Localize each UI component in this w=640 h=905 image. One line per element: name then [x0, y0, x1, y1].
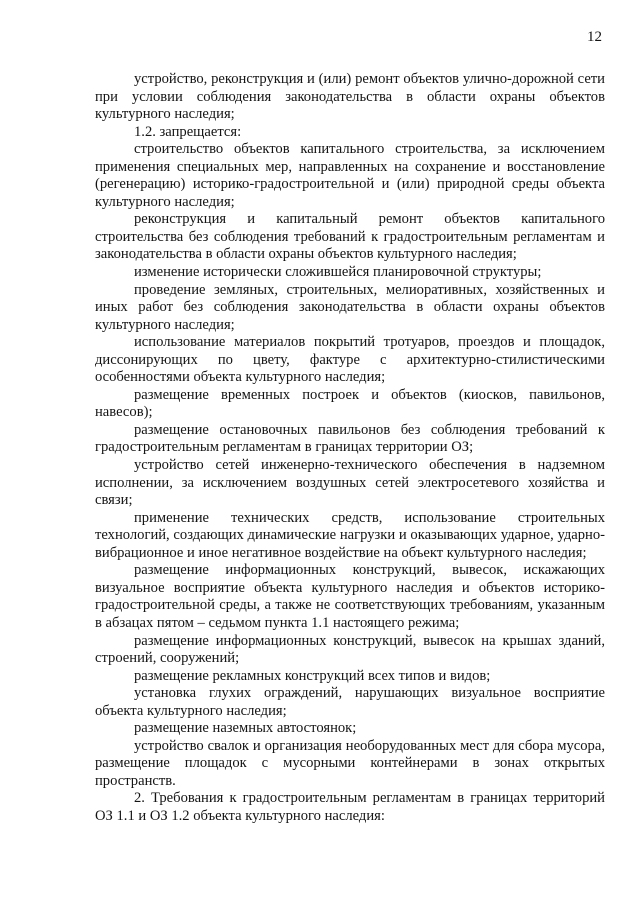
paragraph-advertising: размещение рекламных конструкций всех типов и видов;	[134, 667, 491, 684]
paragraph-section-1-2-heading: 1.2. запрещается:	[134, 123, 242, 140]
paragraph-utility-networks: устройство сетей инженерно-технического обеспечения в надземном исполнении, за исключением воздушных сетей электросетевого хозяйства и связи;	[95, 457, 605, 509]
paragraph-planning-structure: изменение исторически сложившейся планировочной структуры;	[134, 264, 542, 281]
paragraph-temporary-buildings: размещение временных построек и объектов (киосков, павильонов, навесов);	[95, 386, 605, 421]
paragraph-section-2-heading: 2. Требования к градостроительным регламентам в границах территорий ОЗ 1.1 и ОЗ 1.2 объекта культурного наследия:	[95, 790, 605, 824]
paragraph-parking: размещение наземных автостоянок;	[134, 720, 357, 737]
paragraph-earthworks: проведение земляных, строительных, мелиоративных, хозяйственных и иных работ без соблюдения законодательства в области охраны объектов культурного наследия;	[95, 281, 605, 333]
paragraph-waste-dumps: устройство свалок и организация необорудованных мест для сбора мусора, размещение площадок с мусорными контейнерами в зонах открытых пространств.	[95, 737, 605, 789]
page-number: 12	[587, 29, 602, 45]
paragraph-solid-fences: установка глухих ограждений, нарушающих визуальное восприятие объекта культурного наследия;	[95, 685, 605, 719]
paragraph-reconstruction: реконструкция и капитальный ремонт объектов капитального строительства без соблюдения требований к градостроительным регламентам и законодательства в области охраны объектов культурного наследия;	[95, 211, 605, 263]
paragraph-capital-construction: строительство объектов капитального строительства, за исключением применения специальных мер, направленных на сохранение и восстановление (регенерацию) историко-градостроительной и (или) природной среды объекта культурного наследия;	[95, 141, 605, 210]
paragraph-technical-means: применение технических средств, использование строительных технологий, создающих динамические нагрузки и оказывающих ударное, ударно-вибрационное и иное негативное воздействие на объект культурного наследия;	[95, 509, 605, 561]
paragraph-bus-stops: размещение остановочных павильонов без соблюдения требований к градостроительным регламентам в границах территории ОЗ;	[95, 421, 605, 456]
paragraph-road-repair: устройство, реконструкция и (или) ремонт объектов улично-дорожной сети при условии соблюдения законодательства в области охраны объектов культурного наследия;	[95, 71, 605, 123]
paragraph-paving-materials: использование материалов покрытий тротуаров, проездов и площадок, диссонирующих по цвету, фактуре с архитектурно-стилистическими особенностями объекта культурного наследия;	[95, 334, 605, 386]
paragraph-rooftop-signs: размещение информационных конструкций, вывесок на крышах зданий, строений, сооружений;	[95, 632, 605, 667]
document-body	[95, 71, 605, 826]
paragraph-information-structures: размещение информационных конструкций, вывесок, искажающих визуальное восприятие объекта культурного наследия и объектов историко-градостроительной среды, а также не соответствующих требованиям, указанным в абзацах пятом – седьмом пункта 1.1 настоящего режима;	[95, 562, 605, 631]
